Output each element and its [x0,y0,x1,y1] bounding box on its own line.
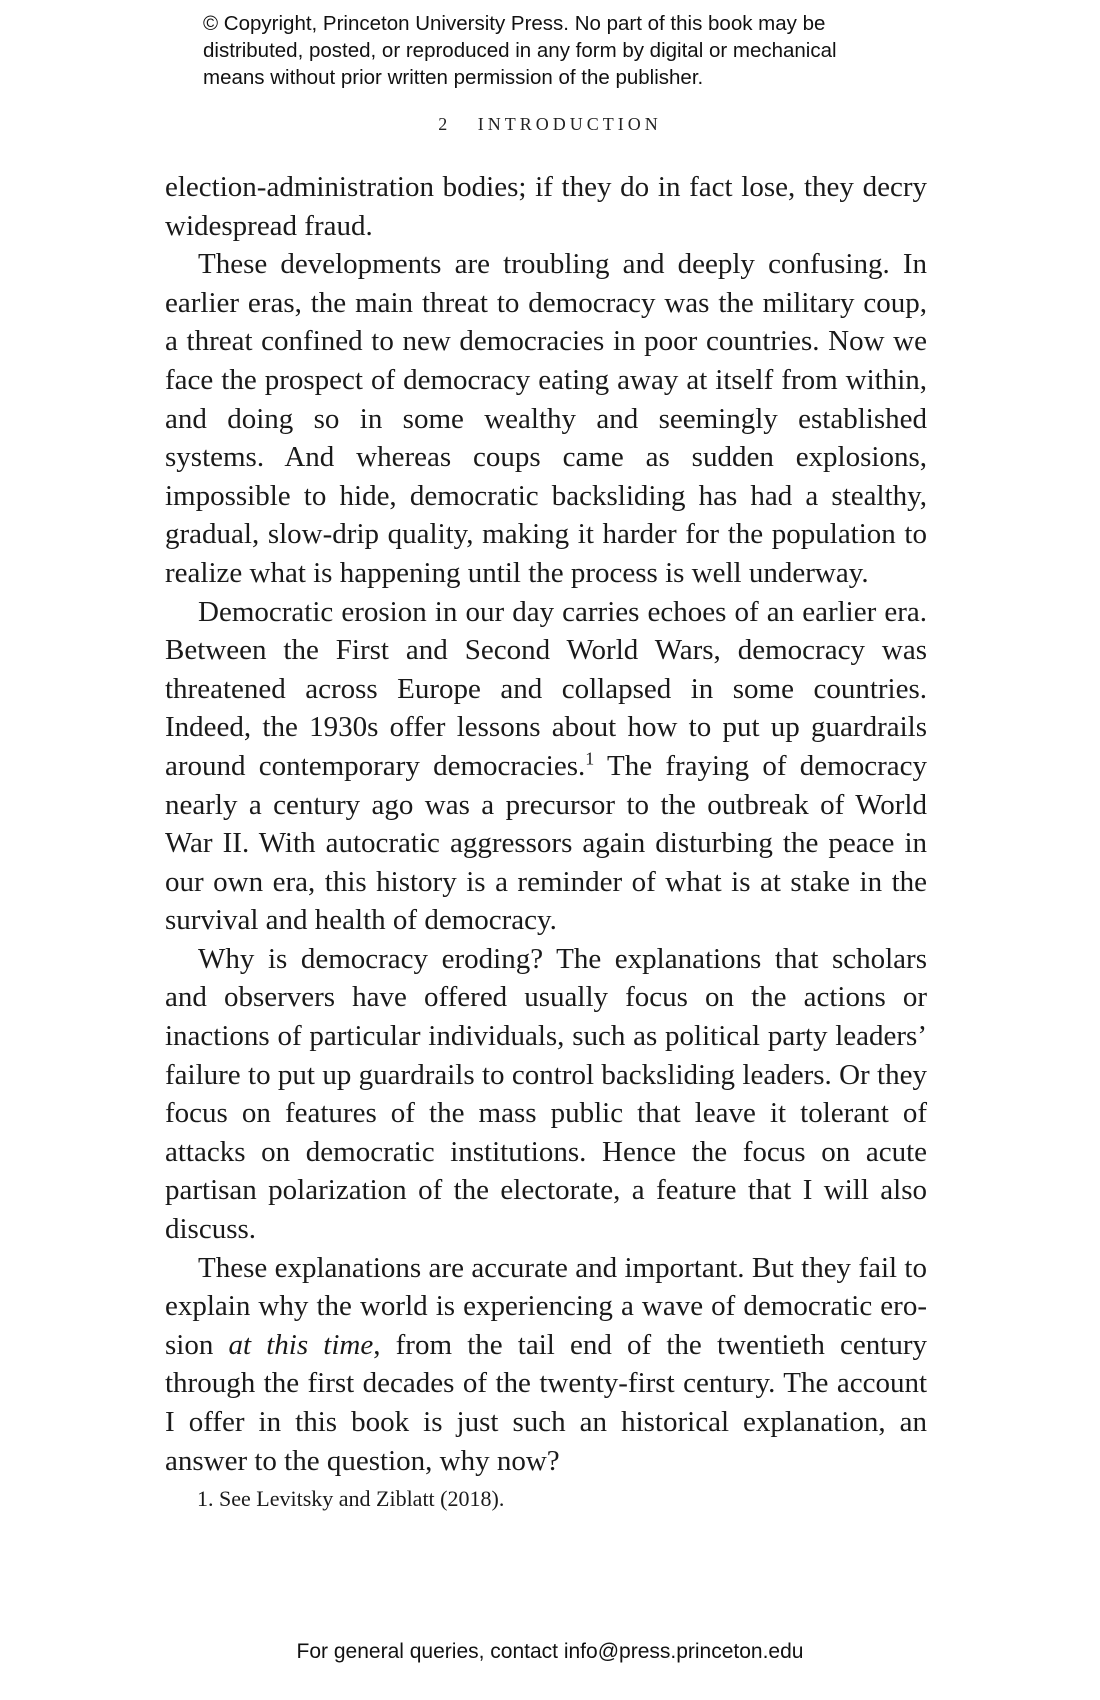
paragraph-5 [165,1249,927,1481]
chapter-title: INTRODUCTION [477,114,662,134]
footnote-reference[interactable]: 1 [585,748,595,769]
paragraph-3-text-a: Democratic erosion in our day carries echoes of an earlier era. Between the First and Second World Wars, democracy was threatened across Europe and collapsed in some countries. Indeed, the 1930s offer lessons about how to put up guardrails around contemporary democracies. [165,595,927,782]
paragraph-4: Why is democracy eroding? The explanations that scholars and observers have offered usually focus on the actions or inactions of particular individuals, such as political party leaders’ failure to put up guardrails to control backsliding leaders. Or they focus on features of the mass public that leave it tolerant of attacks on democratic institutions. Hence the focus on acute partisan polarization of the electorate, a feature that I will also discuss. [165,942,927,1246]
paragraph-3-text-b: The fraying of democracy nearly a century ago was a precursor to the outbreak of World War II. With autocratic aggressors again disturbing the peace in our own era, this history is a reminder of what is at stake in the survival and health of democracy. [165,749,927,937]
running-head [0,114,1100,135]
copyright-line-3: means without prior written permission of the publisher. [203,66,704,89]
contact-line: For general queries, contact info@press.princeton.edu [296,1640,804,1663]
paragraph-2: These developments are troubling and deeply confusing. In earlier eras, the main threat to democracy was the military coup, a threat confined to new democracies in poor countries. Now we face the prospect of democracy eating away at itself from within, and doing so in some wealthy and seemingly established systems. And whereas coups came as sudden explosions, impossible to hide, democratic backsliding has had a stealthy, gradual, slow-drip quality, making it harder for the population to realize what is happening until the process is well underway. [165,248,927,589]
paragraph-3 [165,593,927,940]
paragraph-5-text-b: , from the tail end of the twentieth century through the first decades of the twenty-first century. The account I offer in this book is just such an historical explanation, an answer to the question, why now? [165,1328,927,1477]
page-number: 2 [438,114,452,134]
body-text [165,168,927,1480]
paragraph-1: election-administration bodies; if they do in fact lose, they decry widespread fraud. [165,171,927,242]
paragraph-5-text-a: These explanations are accurate and important. But they fail to explain why the world is experiencing a wave of democratic erosion [165,1251,927,1361]
copyright-notice [203,10,923,91]
emphasis-text: at this time [228,1328,374,1361]
copyright-line-2: distributed, posted, or reproduced in any form by digital or mechanical [203,39,837,62]
footnote: 1. See Levitsky and Ziblatt (2018). [197,1486,505,1511]
copyright-line-1: © Copyright, Princeton University Press. No part of this book may be [203,12,826,35]
